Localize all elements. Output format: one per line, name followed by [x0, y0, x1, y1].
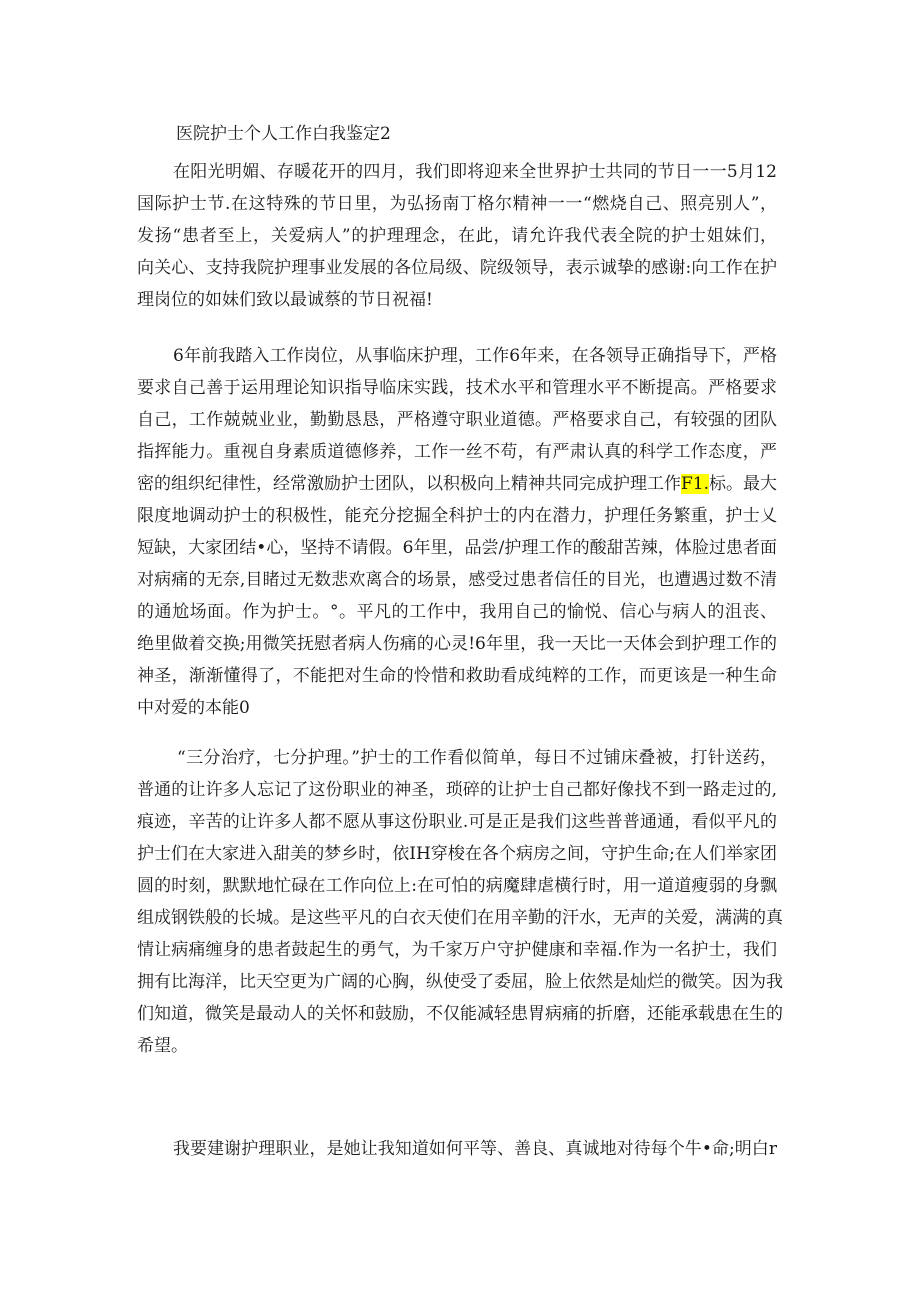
- paragraph-line-with-highlight: [137, 468, 777, 500]
- paragraph-line: 要求自己善于运用理论知识指导临床实践，技术水平和管理水平不断提高。严格要求: [137, 378, 777, 398]
- paragraph-line: 的通尬场面。作为护士。°。平凡的工作中，我用自己的愉悦、信心与病人的沮丧、: [137, 602, 777, 622]
- paragraph-line: 组成钢铁般的长城。是这些平凡的白衣天使们在用辛勤的汗水，无声的关爱，满满的真: [137, 908, 783, 928]
- paragraph-line: 普通的让许多人忘记了这份职业的神圣，琐碎的让护士自己都好像找不到一路走过的,: [137, 780, 777, 800]
- paragraph-line: 6年前我踏入工作岗位，从事临床护理，工作6年来，在各领导正确指导下，严格: [173, 346, 777, 366]
- line-text: 标。最大: [709, 474, 778, 494]
- paragraph-line: 神圣，渐渐懂得了，不能把对生命的怜惜和救助看成纯粹的工作，而更该是一种生命: [137, 666, 777, 686]
- paragraph-line: 护士们在大家进入甜美的梦乡时，依IH穿梭在各个病房之间，守护生命;在人们举家团: [137, 844, 777, 864]
- paragraph-line: 限度地调动护士的积极性，能充分挖掘全科护士的内在潜力，护理任务繁重，护士乂: [137, 506, 777, 526]
- paragraph-line: 发扬“患者至上，关爱病人”的护理理念，在此，请允许我代表全院的护士姐妹们，: [137, 226, 777, 246]
- paragraph-line: 短缺，大家团结•心，坚持不请假。6年里，品尝/护理工作的酸甜苦辣，体脸过患者面: [137, 538, 777, 558]
- paragraph-line: 拥有比海洋，比天空更为广阔的心胸，纵使受了委屈，脸上依然是灿烂的微笑。因为我: [137, 972, 783, 992]
- paragraph-line: 理岗位的如妹们致以最诚蔡的节日祝福!: [137, 290, 433, 310]
- paragraph-line: 国际护士节.在这特殊的节日里，为弘扬南丁格尔精神一一“燃烧自己、照亮别人”，: [137, 194, 777, 214]
- paragraph-line: 向关心、支持我院护理事业发展的各位局级、院级领导，表示诚挚的感谢:向工作在护: [137, 258, 777, 278]
- paragraph-line: 希望。: [137, 1036, 188, 1056]
- paragraph-line: 我要建谢护理职业，是她让我知道如何平等、善良、真诚地对待每个牛•命;明白r: [173, 1139, 777, 1159]
- paragraph-line: 指挥能力。重视自身素质道德修养，工作一丝不苟，有严肃认真的科学工作态度，严: [137, 442, 777, 462]
- paragraph-line: 情让病痛缠身的患者鼓起生的勇气，为千家万户守护健康和幸福.作为一名护士，我们: [137, 940, 777, 960]
- paragraph-line: 们知道，微笑是最动人的关怀和鼓励，不仅能减轻患胃病痛的折磨，还能承载患在生的: [137, 1004, 783, 1024]
- paragraph-3: [137, 742, 783, 1062]
- paragraph-line: 痕迹，辛苦的让许多人都不愿从事这份职业.可是正是我们这些普普通通，看似平凡的: [137, 812, 777, 832]
- paragraph-line: 中对爱的本能0: [137, 698, 250, 718]
- paragraph-line: 圆的时刻，默默地忙碌在工作向位上:在可怕的病魔肆虐横行时，用一道道瘦弱的身飘: [137, 876, 777, 896]
- paragraph-1: [137, 156, 777, 316]
- paragraph-line: 自己，工作兢兢业业，勤勤恳恳，严格遵守职业道德。严格要求自己，有较强的团队: [137, 410, 777, 430]
- paragraph-line: 绝里做着交换;用微笑抚慰者病人伤痛的心灵!6年里，我一天比一天体会到护理工作的: [137, 634, 777, 654]
- paragraph-line: 在阳光明媚、存暖花开的四月，我们即将迎来全世界护士共同的节日一一5月12: [173, 162, 777, 182]
- highlighted-text: F1.: [681, 474, 710, 494]
- paragraph-4: [137, 1133, 777, 1165]
- paragraph-line: 对病痛的无奈,目睹过无数悲欢离合的场景，感受过患者信任的目光，也遭遇过数不清: [137, 570, 777, 590]
- paragraph-2: [137, 340, 777, 724]
- line-text: 密的组织纪律性，经常激励护士团队，以积极向上精神共同完成护理工作: [137, 474, 681, 494]
- paragraph-line: “三分治疗，七分护理。”护士的工作看似简单，每日不过铺床叠被，打针送药，: [177, 748, 777, 768]
- document-title: 医院护士个人工作白我鉴定2: [176, 124, 391, 144]
